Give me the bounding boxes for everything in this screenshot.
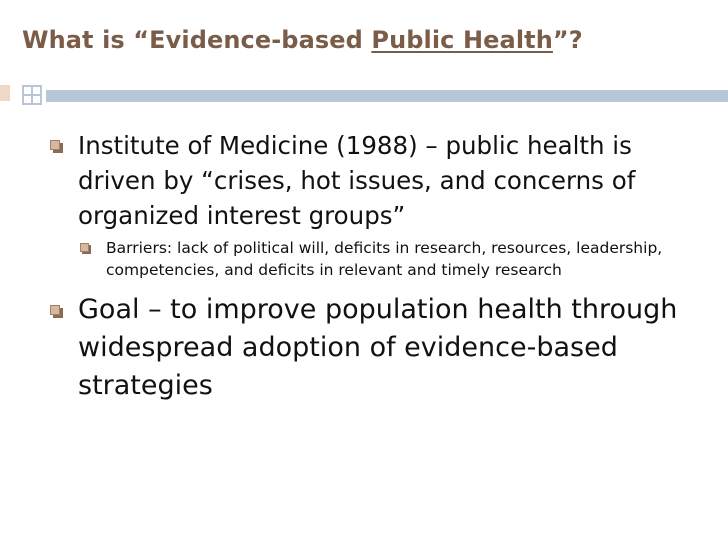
band-stripe bbox=[46, 90, 728, 102]
slide-title bbox=[22, 26, 583, 54]
bullet-item bbox=[50, 291, 710, 405]
band-grid-cell bbox=[31, 94, 42, 105]
sub-bullet-text: Barriers: lack of political will, deficits in research, resources, leadership, competencies, and deficits in relevant and timely research bbox=[106, 239, 663, 279]
title-suffix: ”? bbox=[552, 26, 583, 54]
square-bullet-icon bbox=[80, 243, 91, 254]
bullet-text: Goal – to improve population health through widespread adoption of evidence-based strategies bbox=[78, 294, 678, 401]
title-prefix: What is “Evidence-based bbox=[22, 26, 372, 54]
square-bullet-icon bbox=[50, 140, 63, 153]
accent-tile bbox=[0, 85, 10, 101]
bullet-text: Institute of Medicine (1988) – public health is driven by “crises, hot issues, and concerns of organized interest groups” bbox=[78, 131, 636, 230]
decorative-band bbox=[0, 85, 728, 113]
sub-bullet-item bbox=[50, 237, 710, 281]
bullet-item bbox=[50, 128, 710, 233]
public-health-link[interactable]: Public Health bbox=[371, 26, 553, 54]
square-bullet-icon bbox=[50, 305, 63, 318]
slide-body bbox=[50, 128, 710, 405]
